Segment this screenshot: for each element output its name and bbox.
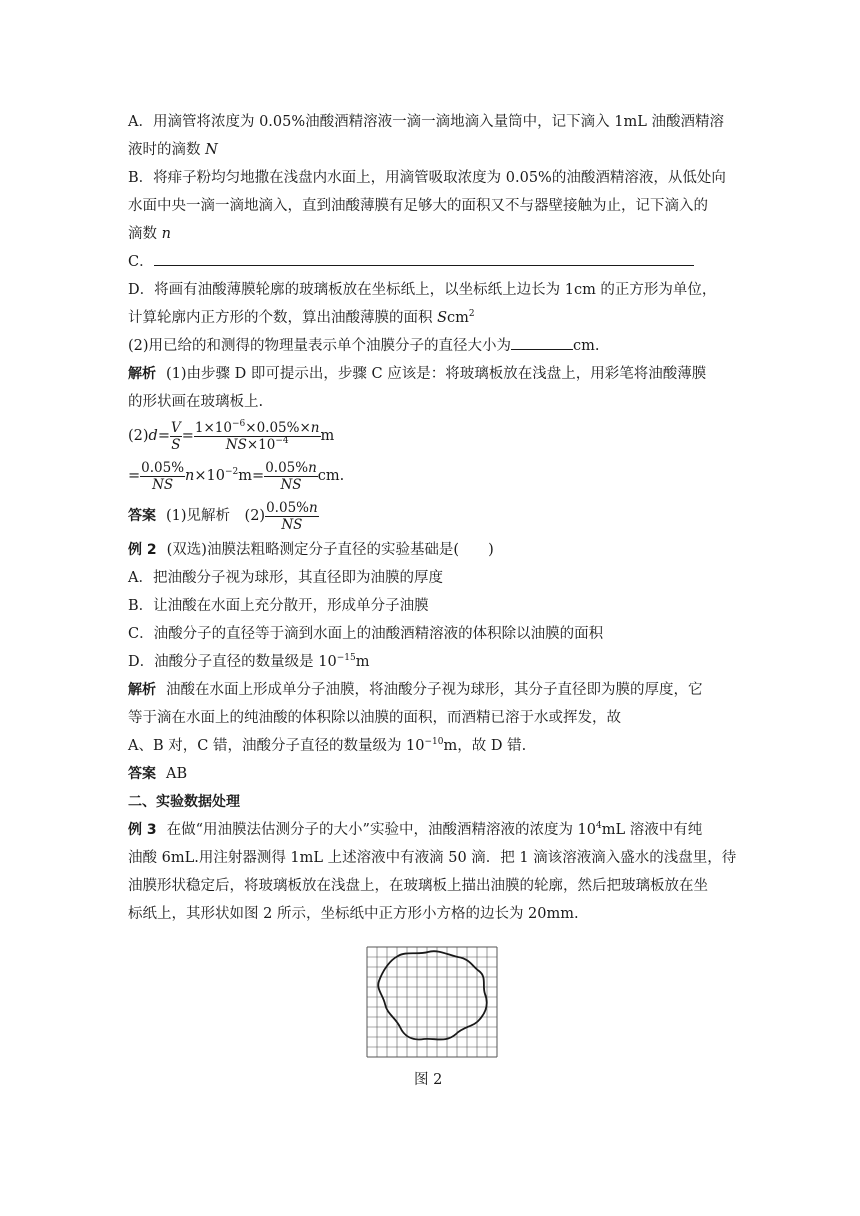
- step-a-text: 液时的滴数: [128, 142, 206, 158]
- document-body: [128, 108, 738, 928]
- step-d-line-2: [128, 304, 738, 332]
- var-n: n: [310, 419, 320, 436]
- analysis-2-line-3: [128, 732, 738, 760]
- analysis-2-exp: −10: [424, 737, 444, 747]
- step-b-line-3: [128, 220, 738, 248]
- analysis-2-text-3a: A、B 对，C 错，油酸分子直径的数量级为 10: [128, 738, 425, 754]
- answer-2-value: AB: [166, 766, 188, 782]
- step-b-line-2: 水面中央一滴一滴地滴入，直到油酸薄膜有足够大的面积又不与器壁接触为止，记下滴入的: [128, 198, 708, 214]
- var-NS: NS: [225, 436, 247, 453]
- frac-num: 0.05%: [141, 459, 185, 476]
- example-3-line-3: 油膜形状稳定后，将玻璃板放在浅盘上，在玻璃板上描出油膜的轮廓，然后把玻璃板放在坐: [128, 878, 708, 894]
- frac-num-part: ×0.05%×: [245, 419, 311, 436]
- figure-caption: 图 2: [414, 1072, 443, 1088]
- example-3-line-2: 油酸 6mL.用注射器测得 1mL 上述溶液中有液滴 50 滴．把 1 滴该溶液滴入盛水的浅盘里，待: [128, 850, 737, 866]
- frac-num-part: 1×10: [194, 419, 232, 436]
- var-S: S: [437, 310, 448, 326]
- example-label: 例 2: [128, 542, 157, 558]
- question-2-prefix: (2)用已给的和测得的物理量表示单个油膜分子的直径大小为: [128, 338, 512, 354]
- frac-num: [264, 460, 318, 477]
- eq-1-unit: m: [320, 428, 335, 444]
- frac-num: [265, 500, 319, 517]
- step-d-text: 计算轮廓内正方形的个数，算出油酸薄膜的面积: [128, 310, 438, 326]
- example-3-text-1a: 在做“用油膜法估测分子的大小”实验中，油酸酒精溶液的浓度为 10: [166, 822, 597, 838]
- eq-1-prefix: (2): [128, 428, 149, 444]
- frac-den-part: ×10: [246, 436, 276, 453]
- eq-2-mid: ×10: [194, 468, 225, 484]
- step-a-line-2: [128, 136, 738, 164]
- step-b-line-1: B．将痱子粉均匀地撒在浅盘内水面上，用滴管吸取浓度为 0.05%的油酸酒精溶液，从低处向: [128, 170, 726, 186]
- analysis-2-line-2: 等于滴在水面上的纯油酸的体积除以油膜的面积，而酒精已溶于水或挥发，故: [128, 710, 621, 726]
- answer-label: 答案: [128, 508, 156, 524]
- example-2-option-c: C．油酸分子的直径等于滴到水面上的油酸酒精溶液的体积除以油膜的面积: [128, 626, 604, 642]
- question-2-blank: [511, 335, 573, 350]
- frac-den-exp: −4: [275, 435, 289, 446]
- eq-2-unit: cm.: [317, 468, 345, 484]
- unit-sup: 2: [468, 309, 475, 319]
- var-n: n: [308, 459, 317, 476]
- analysis-label: 解析: [128, 682, 156, 698]
- analysis-2-text-3b: m，故 D 错.: [443, 738, 527, 754]
- figure-oil-film-grid: [366, 946, 498, 1062]
- step-c-label: C．: [128, 254, 154, 270]
- eq-2-exp: −2: [225, 467, 239, 477]
- example-3-line-1: [128, 816, 738, 844]
- var-n: n: [161, 226, 171, 242]
- section-heading: 二、实验数据处理: [128, 794, 240, 810]
- oil-film-outline: [378, 951, 487, 1039]
- frac-den: [194, 437, 321, 453]
- grid-diagram: [366, 946, 498, 1058]
- equation-1: [128, 416, 738, 456]
- step-c-line: [128, 248, 738, 276]
- var-d: d: [148, 428, 158, 444]
- frac-num-part: 0.05%: [265, 459, 309, 476]
- analysis-2-text-1: 油酸在水面上形成单分子油膜，将油酸分子视为球形，其分子直径即为膜的厚度，它: [166, 682, 703, 698]
- example-2-stem: [128, 536, 738, 564]
- fraction-result: [264, 460, 318, 493]
- answer-1-fraction: [265, 500, 319, 533]
- step-c-blank: [154, 251, 694, 266]
- option-d-unit: m: [355, 654, 370, 670]
- analysis-1-line-2: 的形状画在玻璃板上.: [128, 394, 264, 410]
- answer-label: 答案: [128, 766, 156, 782]
- frac-den: NS: [280, 476, 302, 493]
- example-3-sup: 4: [596, 821, 602, 831]
- fraction-volume-over-area: [194, 420, 321, 453]
- step-a-line-1: A．用滴管将浓度为 0.05%油酸酒精溶液一滴一滴地滴入量筒中，记下滴入 1mL 油酸酒精溶: [128, 114, 724, 130]
- unit-cm: cm: [447, 310, 469, 326]
- example-2-option-b: B．让油酸在水面上充分散开，形成单分子油膜: [128, 598, 429, 614]
- eq-2-mid-unit: m=: [238, 468, 265, 484]
- example-2-option-d: [128, 648, 738, 676]
- frac-num: V: [171, 419, 181, 436]
- question-2-line: [128, 332, 738, 360]
- frac-num-exp: −6: [232, 418, 246, 429]
- example-2-option-a: A．把油酸分子视为球形，其直径即为油膜的厚度: [128, 570, 443, 586]
- example-label: 例 3: [128, 822, 157, 838]
- option-d-text: D．油酸分子直径的数量级是 10: [128, 654, 337, 670]
- step-d-line-1: D．将画有油酸薄膜轮廓的玻璃板放在坐标纸上，以坐标纸上边长为 1cm 的正方形为单位，: [128, 282, 717, 298]
- eq-2-equals: =: [128, 468, 141, 484]
- answer-1-line: [128, 496, 738, 536]
- eq-1-equals-2: =: [181, 428, 194, 444]
- var-n: n: [308, 499, 318, 516]
- frac-num: [194, 420, 321, 437]
- answer-2-line: [128, 760, 738, 788]
- example-3-text-1b: mL 溶液中有纯: [601, 822, 703, 838]
- var-n: n: [185, 468, 195, 484]
- equation-2: [128, 456, 738, 496]
- question-2-suffix: cm.: [573, 338, 600, 354]
- frac-num-part: 0.05%: [266, 499, 309, 516]
- frac-den: S: [171, 436, 181, 453]
- analysis-1-line-1: [128, 360, 738, 388]
- var-N: N: [205, 142, 218, 158]
- option-d-exp: −15: [336, 653, 356, 663]
- answer-1-text: (1)见解析 (2): [166, 508, 266, 524]
- frac-den: NS: [152, 476, 174, 493]
- fraction-concentration: [140, 460, 185, 493]
- example-3-line-4: 标纸上，其形状如图 2 所示，坐标纸中正方形小方格的边长为 20mm.: [128, 906, 579, 922]
- eq-1-equals: =: [157, 428, 170, 444]
- step-b-text: 滴数: [128, 226, 162, 242]
- analysis-label: 解析: [128, 366, 156, 382]
- fraction-v-over-s: [170, 420, 182, 453]
- analysis-1-text-1: (1)由步骤 D 即可提示出，步骤 C 应该是：将玻璃板放在浅盘上，用彩笔将油酸薄膜: [166, 366, 707, 382]
- frac-den: NS: [281, 516, 303, 533]
- example-2-stem-text: (双选)油膜法粗略测定分子直径的实验基础是( ): [166, 542, 494, 558]
- analysis-2-line-1: [128, 676, 738, 704]
- grid-lines: [367, 947, 497, 1057]
